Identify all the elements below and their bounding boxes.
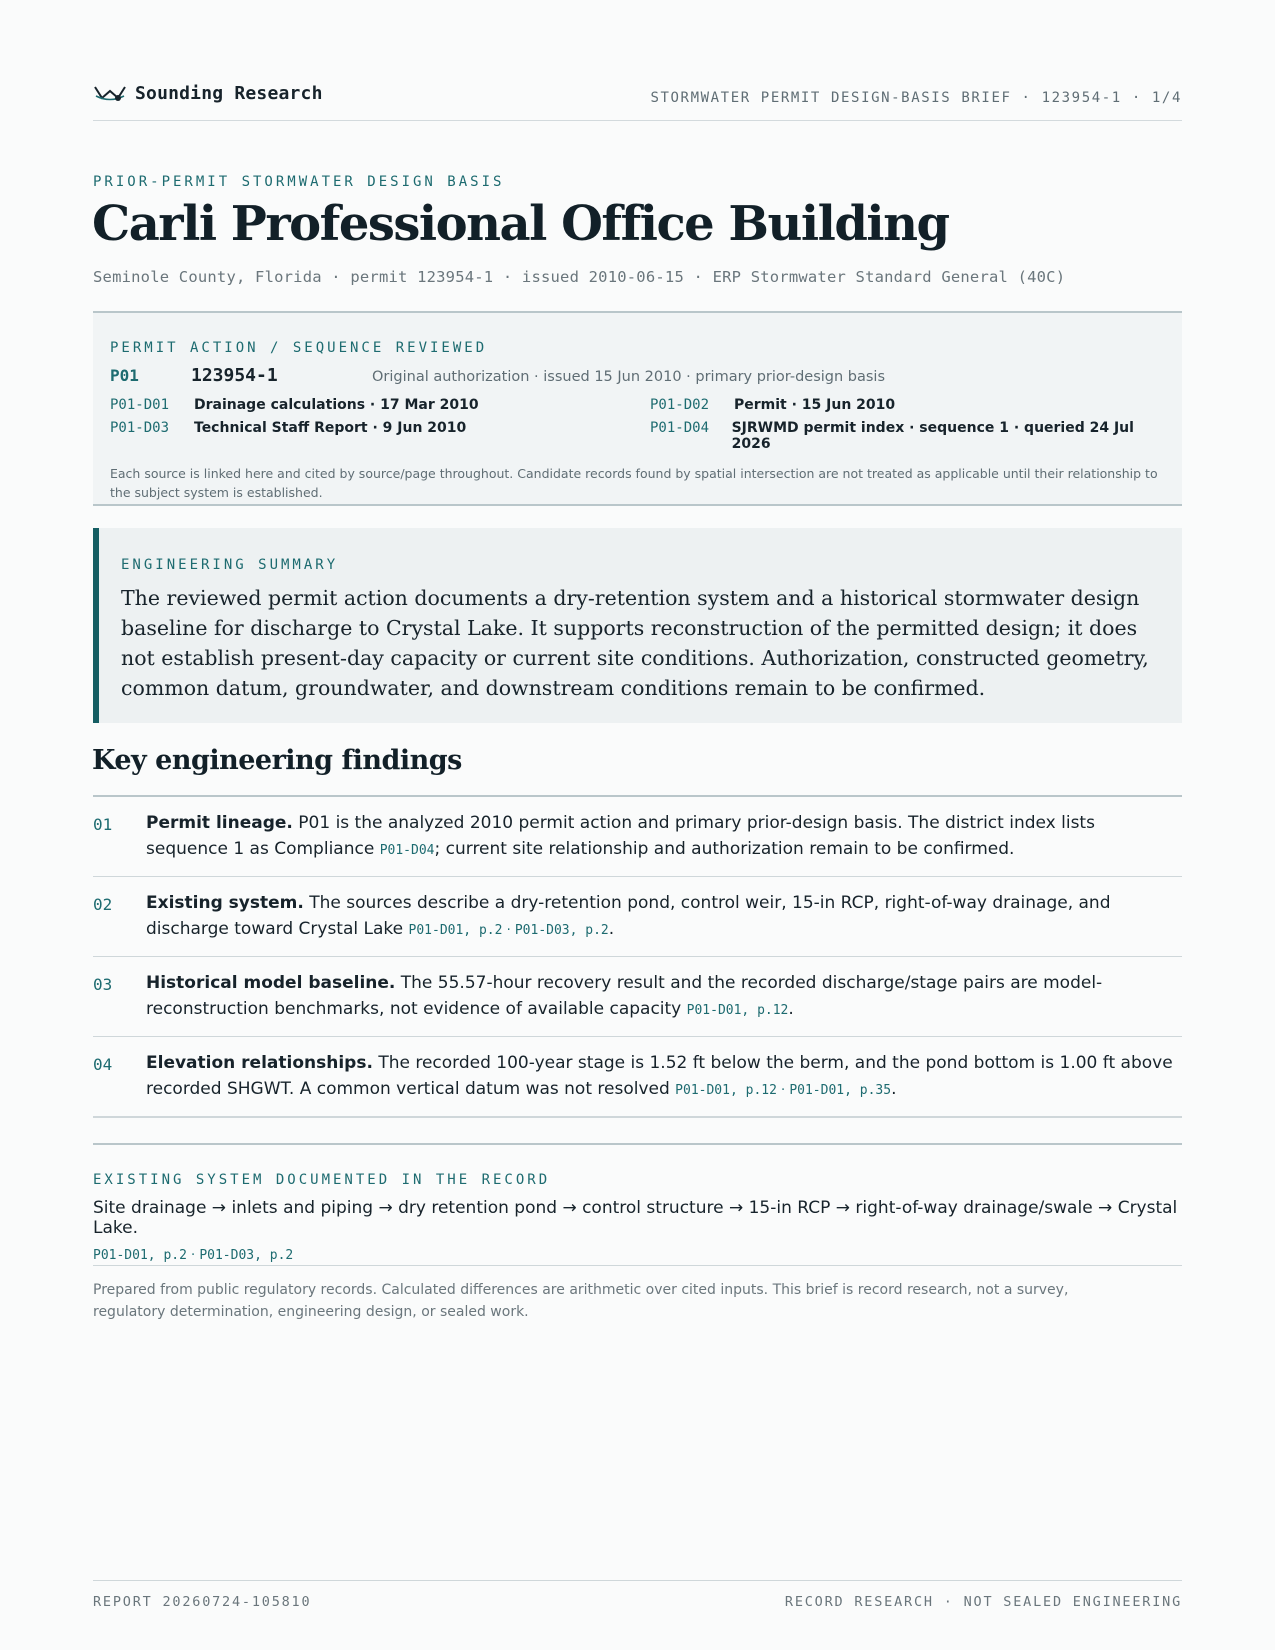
finding-tail: ; current site relationship and authorization remain to be confirmed.: [434, 839, 1015, 859]
source-document[interactable]: [650, 397, 1165, 413]
citation-separator: ·: [502, 923, 515, 938]
findings-heading: Key engineering findings: [92, 745, 462, 776]
section-divider: [93, 1265, 1182, 1266]
finding-number: 01: [93, 815, 113, 834]
citation-link[interactable]: P01-D01, p.12: [675, 1083, 777, 1098]
existing-system-section: [93, 1143, 1182, 1263]
source-document-title: Technical Staff Report · 9 Jun 2010: [194, 420, 467, 436]
engineering-summary: [93, 528, 1182, 723]
kicker: PRIOR-PERMIT STORMWATER DESIGN BASIS: [93, 174, 505, 190]
source-document-id[interactable]: P01-D04: [650, 420, 710, 436]
finding-text: [146, 970, 1182, 1024]
citation-separator: ·: [186, 1248, 200, 1263]
finding-tail: .: [891, 1079, 897, 1099]
summary-text: The reviewed permit action documents a dry-retention system and a historical stormwater design baseline for discharge to Crystal Lake. It supports reconstruction of the permitted design; it does not establish present-day capacity or current site conditions. Authorization, constructed geometry, common datum, groundwater, and downstream conditions remain to be confirmed.: [121, 586, 1149, 700]
finding-number: 04: [93, 1055, 113, 1074]
finding-text: [146, 890, 1182, 944]
finding-text: [146, 810, 1182, 864]
source-document-id[interactable]: P01-D01: [110, 397, 170, 413]
source-document-id[interactable]: P01-D02: [650, 397, 710, 413]
findings-list: [93, 795, 1182, 1118]
finding-item: [93, 1037, 1182, 1118]
source-document[interactable]: [110, 397, 650, 413]
citation-link[interactable]: P01-D01, p.12: [686, 1003, 789, 1018]
page-title: Carli Professional Office Building: [92, 196, 949, 252]
page-subtitle: Seminole County, Florida · permit 123954-1 · issued 2010-06-15 · ERP Stormwater Standard General (40C): [93, 268, 1066, 286]
finding-lead: Historical model baseline.: [146, 973, 396, 993]
page-footer: [93, 1580, 1182, 1610]
footer-notice: RECORD RESEARCH · NOT SEALED ENGINEERING: [784, 1594, 1182, 1610]
finding-number: 03: [93, 975, 113, 994]
summary-label: ENGINEERING SUMMARY: [121, 557, 339, 573]
permit-panel-note: Each source is linked here and cited by source/page throughout. Candidate records found by spatial intersection are not treated as applicable until their relationship to the subject system is established.: [110, 466, 1158, 500]
source-document[interactable]: [650, 420, 1165, 452]
finding-item: [93, 877, 1182, 957]
source-document-list: [110, 397, 1165, 452]
finding-number: 02: [93, 895, 113, 914]
permit-action-id: P01: [110, 366, 139, 385]
finding-body: The recorded 100-year stage is 1.52 ft below the berm, and the pond bottom is 1.00 ft above recorded SHGWT. A common vertical datum was not resolved: [146, 1053, 1173, 1099]
finding-tail: .: [788, 999, 794, 1019]
finding-tail: .: [608, 919, 615, 939]
permit-description: Original authorization · issued 15 Jun 2010 · primary prior-design basis: [372, 369, 886, 385]
permit-panel-label: PERMIT ACTION / SEQUENCE REVIEWED: [110, 340, 488, 356]
existing-system-label: EXISTING SYSTEM DOCUMENTED IN THE RECORD: [93, 1172, 551, 1188]
brand-name: Sounding Research: [135, 82, 323, 104]
finding-lead: Existing system.: [146, 893, 304, 913]
permit-summary-row: [110, 365, 1165, 386]
report-id: REPORT 20260724-105810: [93, 1594, 312, 1610]
source-document[interactable]: [110, 420, 650, 452]
sounding-logo-icon: [93, 82, 127, 104]
citation-link[interactable]: P01-D03, p.2: [514, 923, 609, 938]
source-document-id[interactable]: P01-D03: [110, 420, 170, 436]
brand: [93, 82, 323, 104]
citation-link[interactable]: P01-D01, p.2: [408, 923, 503, 938]
citation-separator: ·: [776, 1083, 790, 1098]
disclaimer: Prepared from public regulatory records. Calculated differences are arithmetic over cited inputs. This brief is record research, not a survey, regulatory determination, engineering design, or sealed work.: [93, 1282, 1069, 1320]
permit-action-panel: [93, 311, 1182, 506]
finding-text: [146, 1050, 1182, 1104]
citation-link[interactable]: P01-D01, p.35: [789, 1083, 892, 1098]
finding-body: P01 is the analyzed 2010 permit action and primary prior-design basis. The district index lists sequence 1 as Compliance: [146, 813, 1095, 859]
finding-body: The sources describe a dry-retention pond, control weir, 15-in RCP, right-of-way drainage, and discharge toward Crystal Lake: [146, 893, 1111, 939]
finding-item: [93, 957, 1182, 1037]
citation-link[interactable]: P01-D04: [379, 843, 435, 858]
finding-lead: Elevation relationships.: [146, 1053, 373, 1073]
drainage-flow-path: Site drainage → inlets and piping → dry retention pond → control structure → 15-in RCP → right-of-way drainage/swale → Crystal Lake.: [93, 1198, 1178, 1238]
document-reference: STORMWATER PERMIT DESIGN-BASIS BRIEF · 123954-1 · 1/4: [650, 90, 1182, 106]
citation-link[interactable]: P01-D03, p.2: [199, 1248, 294, 1263]
source-document-title: SJRWMD permit index · sequence 1 · queried 24 Jul 2026: [731, 420, 1134, 452]
citation-link[interactable]: P01-D01, p.2: [93, 1248, 187, 1263]
source-document-title: Permit · 15 Jun 2010: [734, 397, 896, 413]
existing-citations: [93, 1244, 1182, 1263]
finding-lead: Permit lineage.: [146, 813, 293, 833]
finding-body: The 55.57-hour recovery result and the recorded discharge/stage pairs are model-reconstruction benchmarks, not evidence of available capacity: [146, 973, 1103, 1019]
finding-item: [93, 797, 1182, 877]
permit-number: 123954-1: [191, 365, 278, 386]
source-document-title: Drainage calculations · 17 Mar 2010: [194, 397, 479, 413]
page-header: [93, 82, 1182, 121]
